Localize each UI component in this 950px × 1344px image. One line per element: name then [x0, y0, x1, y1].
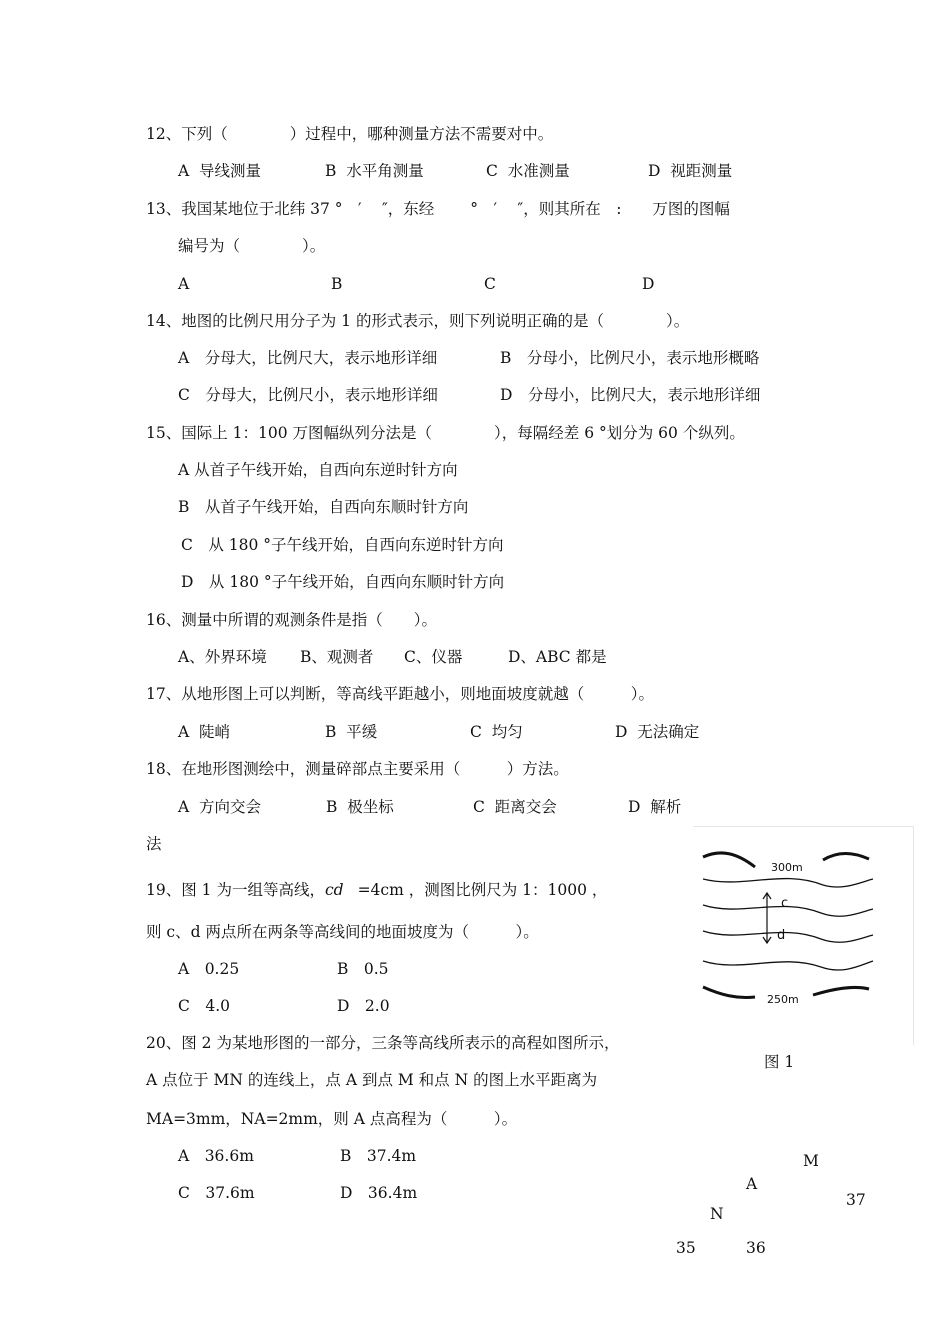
- question-17-option-c: C 均匀: [470, 723, 523, 741]
- question-18-stem: 18、在地形图测绘中，测量碎部点主要采用（ ）方法。: [146, 760, 569, 778]
- figure-2-label-37: 37: [846, 1191, 866, 1209]
- question-13-stem-line2: 编号为（ ）。: [178, 237, 326, 255]
- question-19-stem-line2: 则 c、d 两点所在两条等高线间的地面坡度为（ ）。: [146, 923, 539, 941]
- question-18-option-c: C 距离交会: [473, 798, 557, 816]
- question-15-option-b: B 从首子午线开始，自西向东顺时针方向: [178, 498, 469, 516]
- question-17-option-d: D 无法确定: [615, 723, 700, 741]
- question-13-option-b: B: [331, 275, 343, 293]
- contour-250m: [703, 987, 755, 998]
- question-20-stem-line3: MA=3mm，NA=2mm，则 A 点高程为（ ）。: [146, 1110, 518, 1128]
- figure-2-label-35: 35: [676, 1239, 696, 1257]
- question-14-option-b: B 分母小，比例尺小，表示地形概略: [500, 349, 760, 367]
- question-20-option-d: D 36.4m: [340, 1184, 418, 1202]
- question-17-option-a: A 陡峭: [178, 723, 231, 741]
- question-15-option-d: D 从 180 °子午线开始，自西向东顺时针方向: [181, 573, 505, 591]
- contour-300m: [703, 853, 755, 867]
- question-13-option-c: C: [484, 275, 496, 293]
- question-12-option-b: B 水平角测量: [325, 162, 424, 180]
- figure-1-caption: 图 1: [764, 1053, 795, 1071]
- question-16-option-b: B、观测者: [300, 648, 374, 666]
- question-12-stem: 12、下列（ ）过程中，哪种测量方法不需要对中。: [146, 125, 554, 143]
- figure-1-contours: [693, 827, 913, 1045]
- question-20-option-b: B 37.4m: [340, 1147, 417, 1165]
- question-14-option-d: D 分母小，比例尺大，表示地形详细: [500, 386, 761, 404]
- question-18-option-d-wrap: 法: [146, 835, 162, 853]
- question-12-option-c: C 水准测量: [486, 162, 570, 180]
- question-17-option-b: B 平缓: [325, 723, 378, 741]
- figure-2-label-n: N: [710, 1205, 724, 1223]
- label-d: d: [777, 928, 786, 943]
- contour-line: [703, 879, 873, 887]
- label-250m: 250m: [767, 993, 799, 1006]
- question-20-option-a: A 36.6m: [178, 1147, 254, 1165]
- question-13-option-a: A: [178, 275, 190, 293]
- question-16-option-c: C、仪器: [404, 648, 463, 666]
- question-12-option-a: A 导线测量: [178, 162, 262, 180]
- question-16-option-a: A、外界环境: [178, 648, 267, 666]
- question-18-option-b: B 极坐标: [326, 798, 394, 816]
- question-19-option-c: C 4.0: [178, 997, 231, 1015]
- question-14-stem: 14、地图的比例尺用分子为 1 的形式表示，则下列说明正确的是（ ）。: [146, 312, 690, 330]
- question-15-option-c: C 从 180 °子午线开始，自西向东逆时针方向: [181, 536, 504, 554]
- question-15-stem: 15、国际上 1：100 万图幅纵列分法是（ ），每隔经差 6 °划分为 60 个纵列。: [146, 424, 745, 442]
- question-20-stem-line2: A 点位于 MN 的连线上，点 A 到点 M 和点 N 的图上水平距离为: [146, 1071, 598, 1089]
- question-14-option-c: C 分母大，比例尺小，表示地形详细: [178, 386, 438, 404]
- question-17-stem: 17、从地形图上可以判断，等高线平距越小，则地面坡度就越（ ）。: [146, 685, 654, 703]
- question-13-option-d: D: [642, 275, 655, 293]
- question-20-stem: 20、图 2 为某地形图的一部分，三条等高线所表示的高程如图所示，: [146, 1034, 620, 1052]
- figure-2-label-36: 36: [746, 1239, 766, 1257]
- question-19-stem-part2: =4cm ，测图比例尺为 1：1000 ，: [357, 881, 608, 899]
- question-18-option-a: A 方向交会: [178, 798, 262, 816]
- question-12-option-d: D 视距测量: [648, 162, 733, 180]
- question-19-option-a: A 0.25: [178, 960, 240, 978]
- contour-250m-right: [813, 987, 869, 995]
- question-19-stem: [146, 883, 607, 899]
- contour-line: [703, 961, 873, 970]
- label-c: c: [781, 896, 789, 911]
- question-19-stem-part1: 19、图 1 为一组等高线，: [146, 881, 325, 899]
- question-19-option-b: B 0.5: [337, 960, 389, 978]
- question-19-cd: cd: [324, 881, 344, 899]
- label-300m: 300m: [771, 861, 803, 874]
- question-14-option-a: A 分母大，比例尺大，表示地形详细: [178, 349, 438, 367]
- question-16-stem: 16、测量中所谓的观测条件是指（ ）。: [146, 611, 437, 629]
- figure-1: [693, 826, 914, 1045]
- question-16-option-d: D、ABC 都是: [508, 648, 607, 666]
- contour-300m-right: [823, 854, 869, 861]
- question-19-option-d: D 2.0: [337, 997, 390, 1015]
- question-15-option-a: A 从首子午线开始，自西向东逆时针方向: [178, 461, 458, 479]
- contour-line: [703, 931, 873, 942]
- figure-2-label-m: M: [803, 1152, 819, 1170]
- question-13-stem: 13、我国某地位于北纬 37 ° ′ ″，东经 ° ′ ″，则其所在 : 万图的图幅: [146, 200, 730, 218]
- question-18-option-d: D 解析: [628, 798, 682, 816]
- question-20-option-c: C 37.6m: [178, 1184, 255, 1202]
- figure-2-label-a: A: [746, 1175, 758, 1193]
